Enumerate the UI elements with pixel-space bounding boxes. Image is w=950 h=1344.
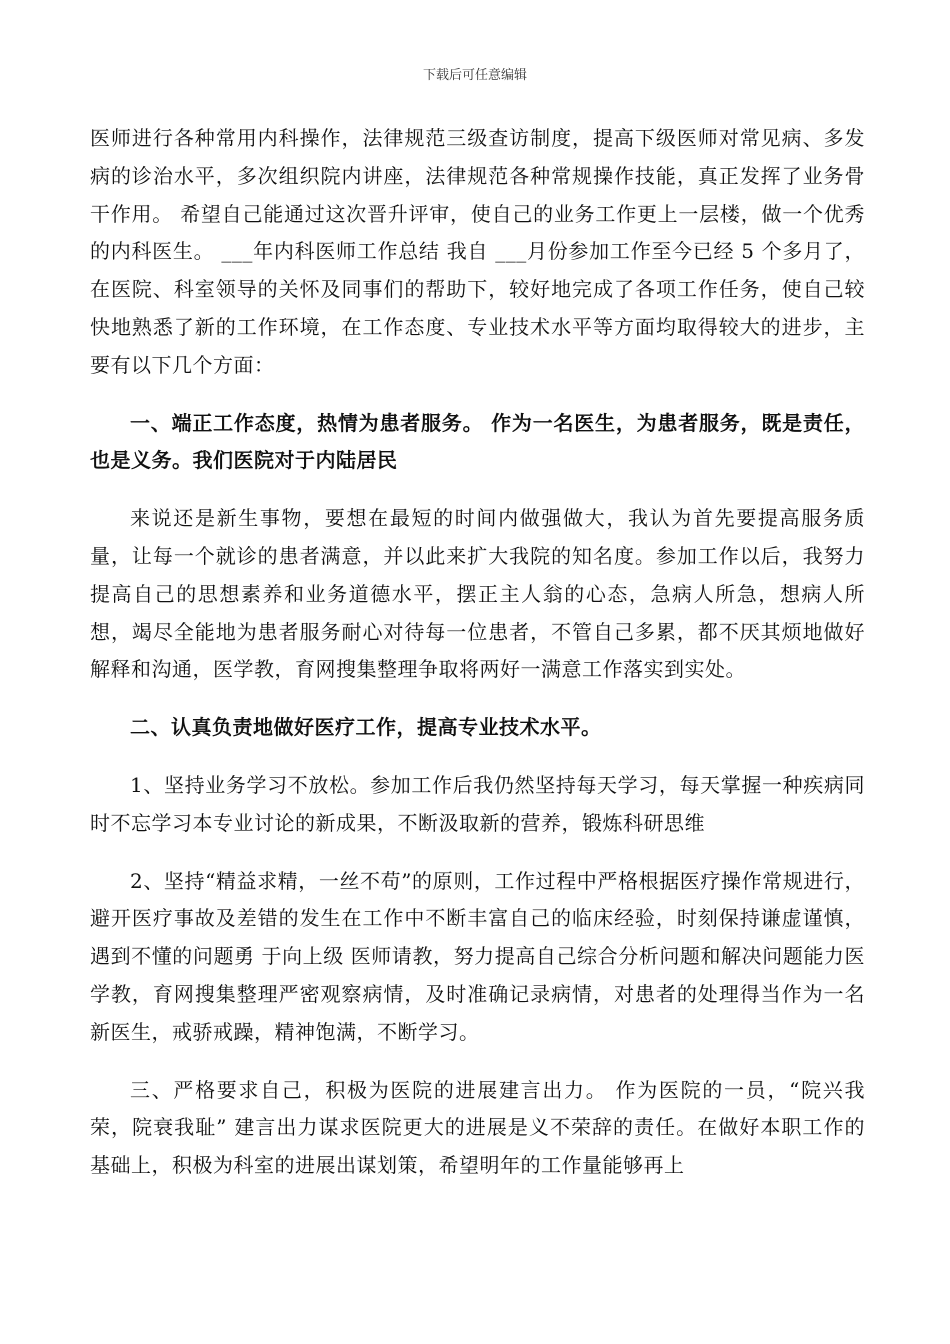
paragraph-study: 1、坚持业务学习不放松。参加工作后我仍然坚持每天学习，每天掌握一种疾病同时不忘学习本专业讨论的新成果，不断汲取新的营养，锻炼科研思维 xyxy=(90,772,865,835)
paragraph-principle: 2、坚持“精益求精，一丝不苟”的原则，工作过程中严格根据医疗操作常规进行，避开医疗事故及差错的发生在工作中不断丰富自己的临床经验，时刻保持谦虚谨慎，遇到不懂的问题勇 于向上级 医师请教，努力提高自己综合分析问题和解决问题能力医学教，育网搜集整理严密观察病情，及时准确记录病情，对患者的处理得当作为一名新医生，戒骄戒躁，精神饱满，不断学习。 xyxy=(90,868,865,1044)
header-note: 下载后可任意编辑 xyxy=(422,68,527,83)
paragraph-intro: 医师进行各种常用内科操作，法律规范三级查访制度，提高下级医师对常见病、多发病的诊治水平，多次组织院内讲座，法律规范各种常规操作技能，真正发挥了业务骨干作用。 希望自己能通过这次晋升评审，使自己的业务工作更上一层楼，做一个优秀的内科医生。 ___年内科医师工作总结 我自 ___月份参加工作至今已经 5 个多月了，在医院、科室领导的关怀及同事们的帮助下，较好地完成了各项工作任务，使自己较快地熟悉了新的工作环境，在工作态度、专业技术水平等方面均取得较大的进步，主要有以下几个方面： xyxy=(90,126,865,377)
paragraph-requirements: 三、严格要求自己，积极为医院的进展建言出力。 作为医院的一员，“院兴我荣，院衰我耻” 建言出力谋求医院更大的进展是义不荣辞的责任。在做好本职工作的基础上，积极为科室的进展出谋划策，希望明年的工作量能够再上 xyxy=(90,1077,865,1178)
section-heading-2: 二、认真负责地做好医疗工作，提高专业技术水平。 xyxy=(130,715,602,740)
section-heading-1: 一、端正工作态度，热情为患者服务。 作为一名医生，为患者服务，既是责任，也是义务。我们医院对于内陆居民 xyxy=(90,410,865,473)
paragraph-attitude: 来说还是新生事物，要想在最短的时间内做强做大，我认为首先要提高服务质量，让每一个就诊的患者满意，并以此来扩大我院的知名度。参加工作以后，我努力提高自己的思想素养和业务道德水平，摆正主人翁的心态，急病人所急，想病人所想，竭尽全能地为患者服务耐心对待每一位患者，不管自己多累，都不厌其烦地做好解释和沟通，医学教，育网搜集整理争取将两好一满意工作落实到实处。 xyxy=(90,506,865,682)
document-body xyxy=(90,120,865,1185)
